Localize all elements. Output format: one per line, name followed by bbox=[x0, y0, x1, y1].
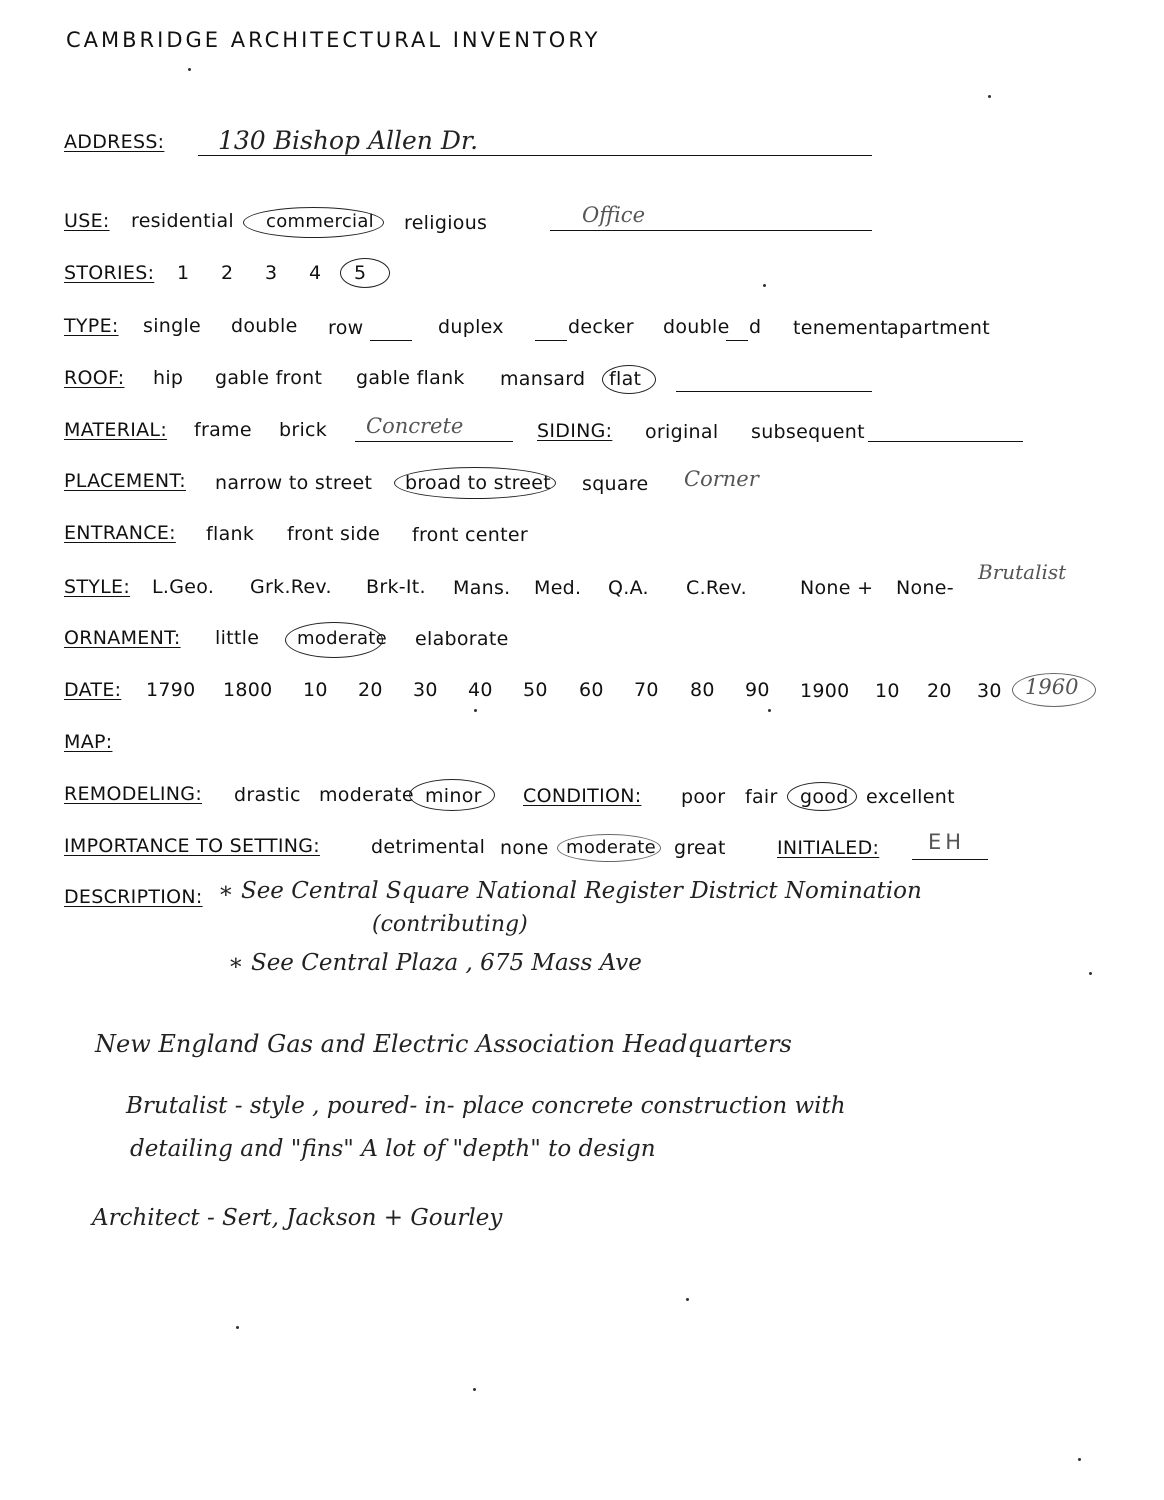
date-opt-1790: 1790 bbox=[146, 679, 196, 701]
description-line-4: New England Gas and Electric Association Headquarters bbox=[95, 1030, 792, 1058]
scan-speck bbox=[1078, 1458, 1081, 1461]
style-opt-qa: Q.A. bbox=[608, 577, 649, 599]
roof-opt-mansard: mansard bbox=[500, 368, 586, 390]
use-other-value: Office bbox=[582, 203, 645, 227]
date-opt-10a: 10 bbox=[303, 679, 328, 701]
placement-opt-broad: broad to street bbox=[405, 472, 552, 494]
stories-opt-2: 2 bbox=[221, 262, 234, 284]
scan-speck bbox=[474, 709, 477, 712]
style-opt-mans: Mans. bbox=[453, 577, 511, 599]
placement-opt-narrow: narrow to street bbox=[215, 472, 373, 494]
importance-label: IMPORTANCE TO SETTING: bbox=[64, 835, 320, 857]
ornament-opt-elaborate: elaborate bbox=[415, 628, 509, 650]
type-opt-double: double bbox=[231, 315, 298, 337]
description-line-2: (contributing) bbox=[372, 912, 528, 937]
date-opt-30a: 30 bbox=[413, 679, 438, 701]
date-other-value: 1960 bbox=[1025, 675, 1079, 699]
condition-opt-poor: poor bbox=[681, 786, 726, 808]
material-other-line bbox=[355, 441, 513, 442]
condition-label: CONDITION: bbox=[523, 785, 642, 807]
address-line bbox=[198, 155, 872, 156]
date-opt-1900: 1900 bbox=[800, 680, 850, 702]
roof-other-line bbox=[676, 391, 872, 392]
date-opt-90: 90 bbox=[745, 679, 770, 701]
date-opt-20a: 20 bbox=[358, 679, 383, 701]
description-line-3: ∗ See Central Plaza , 675 Mass Ave bbox=[228, 950, 642, 976]
stories-opt-1: 1 bbox=[177, 262, 190, 284]
date-opt-1800: 1800 bbox=[223, 679, 273, 701]
ornament-label: ORNAMENT: bbox=[64, 627, 181, 649]
initialed-label: INITIALED: bbox=[777, 837, 880, 859]
ornament-opt-moderate: moderate bbox=[297, 628, 388, 649]
roof-opt-gable-flank: gable flank bbox=[356, 367, 465, 389]
type-opt-row: row bbox=[328, 317, 364, 339]
condition-opt-fair: fair bbox=[745, 786, 778, 808]
date-opt-10b: 10 bbox=[875, 680, 900, 702]
remodeling-opt-minor: minor bbox=[425, 785, 482, 807]
siding-other-line bbox=[868, 441, 1023, 442]
stories-label: STORIES: bbox=[64, 262, 155, 284]
use-other-line bbox=[550, 230, 872, 231]
importance-opt-great: great bbox=[674, 837, 726, 859]
scan-speck bbox=[188, 68, 191, 71]
date-opt-40: 40 bbox=[468, 679, 493, 701]
address-label: ADDRESS: bbox=[64, 131, 165, 153]
importance-opt-moderate: moderate bbox=[566, 837, 657, 858]
scan-speck bbox=[763, 284, 766, 287]
remodeling-label: REMODELING: bbox=[64, 783, 203, 805]
type-opt-duplex: duplex bbox=[438, 316, 504, 338]
style-opt-brkit: Brk-It. bbox=[366, 576, 426, 598]
style-opt-med: Med. bbox=[534, 577, 582, 599]
style-opt-lgeo: L.Geo. bbox=[152, 576, 215, 598]
address-value: 130 Bishop Allen Dr. bbox=[218, 126, 479, 155]
type-row-blank bbox=[370, 340, 412, 341]
date-opt-80: 80 bbox=[690, 679, 715, 701]
type-opt-tenement: tenement bbox=[793, 317, 888, 339]
stories-opt-4: 4 bbox=[309, 262, 322, 284]
scan-speck bbox=[236, 1326, 239, 1329]
placement-label: PLACEMENT: bbox=[64, 470, 186, 492]
scan-speck bbox=[768, 709, 771, 712]
date-opt-30b: 30 bbox=[977, 680, 1002, 702]
description-line-5: Brutalist - style , poured- in- place concrete construction with bbox=[126, 1093, 846, 1119]
type-decker-blank bbox=[535, 340, 567, 341]
initialed-line bbox=[912, 859, 988, 860]
use-opt-religious: religious bbox=[404, 212, 488, 234]
style-label: STYLE: bbox=[64, 576, 131, 598]
style-other-value: Brutalist bbox=[978, 560, 1067, 584]
importance-opt-none: none bbox=[500, 837, 549, 859]
stories-opt-5: 5 bbox=[354, 262, 367, 284]
date-opt-60: 60 bbox=[579, 679, 604, 701]
entrance-opt-front-center: front center bbox=[412, 524, 528, 546]
initialed-value: EH bbox=[928, 830, 966, 854]
type-opt-double-d: double bbox=[663, 316, 730, 338]
style-opt-none-minus: None- bbox=[896, 577, 954, 599]
type-opt-d: d bbox=[749, 316, 762, 338]
scan-speck bbox=[473, 1388, 476, 1391]
description-line-6: detailing and "fins" A lot of "depth" to design bbox=[130, 1136, 656, 1162]
use-opt-commercial: commercial bbox=[266, 211, 374, 232]
date-label: DATE: bbox=[64, 679, 122, 701]
remodeling-opt-moderate: moderate bbox=[319, 784, 414, 806]
style-opt-grkrev: Grk.Rev. bbox=[250, 576, 332, 598]
map-label: MAP: bbox=[64, 731, 113, 753]
importance-opt-detrimental: detrimental bbox=[371, 836, 486, 858]
roof-opt-gable-front: gable front bbox=[215, 367, 323, 389]
type-opt-single: single bbox=[143, 315, 202, 337]
entrance-opt-front-side: front side bbox=[287, 523, 381, 545]
style-opt-crev: C.Rev. bbox=[686, 577, 747, 599]
type-label: TYPE: bbox=[64, 315, 119, 337]
material-opt-frame: frame bbox=[194, 419, 252, 441]
date-opt-70: 70 bbox=[634, 679, 659, 701]
ornament-opt-little: little bbox=[215, 627, 260, 649]
description-line-1: ∗ See Central Square National Register District Nomination bbox=[218, 878, 922, 904]
roof-label: ROOF: bbox=[64, 367, 125, 389]
material-opt-brick: brick bbox=[279, 419, 328, 441]
date-opt-20b: 20 bbox=[927, 680, 952, 702]
type-double-blank bbox=[726, 340, 748, 341]
material-label: MATERIAL: bbox=[64, 419, 168, 441]
placement-other-value: Corner bbox=[684, 467, 759, 491]
description-label: DESCRIPTION: bbox=[64, 886, 203, 908]
condition-opt-excellent: excellent bbox=[866, 786, 955, 808]
scan-speck bbox=[1089, 972, 1092, 975]
type-opt-decker: decker bbox=[568, 316, 634, 338]
material-other-value: Concrete bbox=[366, 414, 464, 438]
entrance-opt-flank: flank bbox=[206, 523, 255, 545]
siding-opt-original: original bbox=[645, 421, 719, 443]
style-opt-none-plus: None + bbox=[800, 577, 874, 599]
remodeling-opt-drastic: drastic bbox=[234, 784, 301, 806]
date-opt-50: 50 bbox=[523, 679, 548, 701]
placement-opt-square: square bbox=[582, 473, 649, 495]
entrance-label: ENTRANCE: bbox=[64, 522, 176, 544]
scan-speck bbox=[686, 1298, 689, 1301]
roof-opt-hip: hip bbox=[153, 367, 184, 389]
use-label: USE: bbox=[64, 210, 110, 232]
siding-opt-subsequent: subsequent bbox=[751, 421, 865, 443]
siding-label: SIDING: bbox=[537, 420, 613, 442]
condition-opt-good: good bbox=[800, 786, 849, 808]
stories-opt-3: 3 bbox=[265, 262, 278, 284]
use-opt-residential: residential bbox=[131, 210, 235, 232]
scan-speck bbox=[988, 95, 991, 98]
roof-opt-flat: flat bbox=[609, 368, 642, 390]
form-header: CAMBRIDGE ARCHITECTURAL INVENTORY bbox=[66, 28, 601, 52]
type-opt-apartment: apartment bbox=[887, 317, 990, 339]
description-line-7: Architect - Sert, Jackson + Gourley bbox=[92, 1205, 503, 1231]
